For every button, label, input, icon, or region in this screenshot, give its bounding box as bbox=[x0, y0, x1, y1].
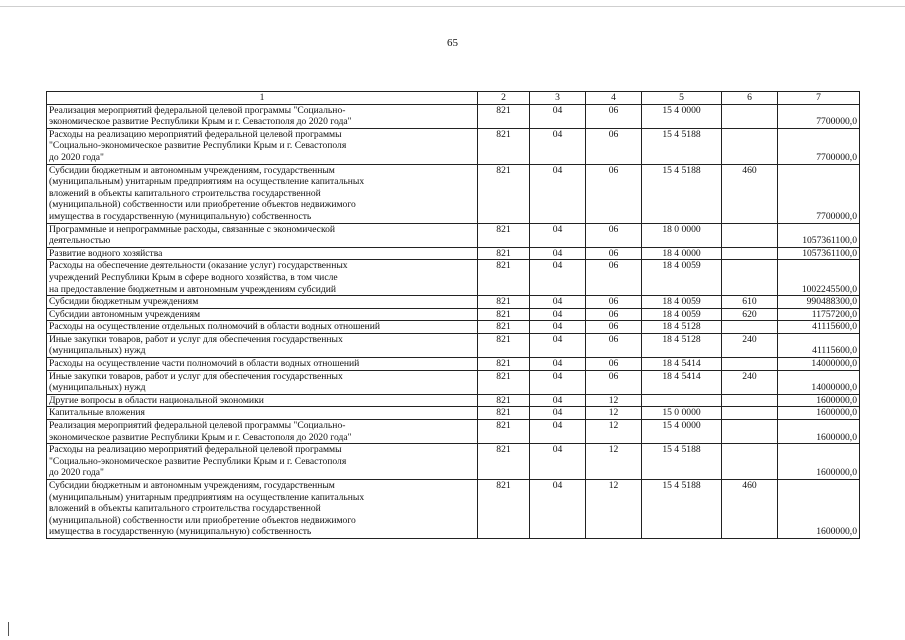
table-row bbox=[47, 260, 860, 296]
row-code-cell: 04 bbox=[530, 247, 586, 260]
row-code-cell bbox=[722, 128, 778, 164]
row-amount-cell: 1600000,0 bbox=[778, 444, 860, 480]
row-code-cell: 18 0 0000 bbox=[642, 223, 722, 247]
row-code-cell: 821 bbox=[478, 128, 530, 164]
row-code-cell: 15 4 5188 bbox=[642, 480, 722, 539]
row-code-cell: 06 bbox=[586, 370, 642, 394]
table-row bbox=[47, 394, 860, 407]
row-amount-cell: 1057361100,0 bbox=[778, 247, 860, 260]
row-code-cell bbox=[722, 394, 778, 407]
row-name-cell: Субсидии бюджетным и автономным учреждениям, государственным (муниципальным) унитарным предприятиям на осуществление капитальных вложений в объекты капитального строительства государственной (муниципальной) собственности или приобретение объектов недвижимого имущества в государственную (муниципальную) собственность bbox=[47, 480, 478, 539]
row-code-cell: 821 bbox=[478, 333, 530, 357]
row-code-cell: 04 bbox=[530, 333, 586, 357]
table-row bbox=[47, 104, 860, 128]
row-code-cell: 18 4 5128 bbox=[642, 333, 722, 357]
column-header: 6 bbox=[722, 92, 778, 105]
row-code-cell: 06 bbox=[586, 358, 642, 371]
table-row bbox=[47, 358, 860, 371]
row-amount-cell: 14000000,0 bbox=[778, 370, 860, 394]
row-name-cell: Расходы на реализацию мероприятий федеральной целевой программы "Социально-экономическое развитие Республики Крым и г. Севастополя до 2020 года" bbox=[47, 128, 478, 164]
row-code-cell: 12 bbox=[586, 444, 642, 480]
row-amount-cell: 41115600,0 bbox=[778, 321, 860, 334]
row-code-cell: 240 bbox=[722, 370, 778, 394]
row-code-cell: 610 bbox=[722, 296, 778, 309]
table-row bbox=[47, 247, 860, 260]
row-code-cell: 04 bbox=[530, 223, 586, 247]
page-number: 65 bbox=[447, 37, 458, 49]
row-amount-cell: 1600000,0 bbox=[778, 480, 860, 539]
column-header: 2 bbox=[478, 92, 530, 105]
table-row bbox=[47, 296, 860, 309]
row-amount-cell: 7700000,0 bbox=[778, 164, 860, 223]
table-row bbox=[47, 480, 860, 539]
row-code-cell: 04 bbox=[530, 480, 586, 539]
row-amount-cell: 1600000,0 bbox=[778, 407, 860, 420]
row-amount-cell: 1002245500,0 bbox=[778, 260, 860, 296]
row-name-cell: Программные и непрограммные расходы, связанные с экономической деятельностью bbox=[47, 223, 478, 247]
row-code-cell: 04 bbox=[530, 296, 586, 309]
row-code-cell: 04 bbox=[530, 444, 586, 480]
row-code-cell: 04 bbox=[530, 308, 586, 321]
row-code-cell: 04 bbox=[530, 321, 586, 334]
table-header-row bbox=[47, 92, 860, 105]
row-code-cell: 15 0 0000 bbox=[642, 407, 722, 420]
row-amount-cell: 14000000,0 bbox=[778, 358, 860, 371]
row-name-cell: Субсидии бюджетным и автономным учреждениям, государственным (муниципальным) унитарным предприятиям на осуществление капитальных вложений в объекты капитального строительства государственной (муниципальной) собственности или приобретение объектов недвижимого имущества в государственную (муниципальную) собственность bbox=[47, 164, 478, 223]
row-code-cell: 04 bbox=[530, 370, 586, 394]
row-amount-cell: 1057361100,0 bbox=[778, 223, 860, 247]
row-code-cell: 12 bbox=[586, 480, 642, 539]
row-code-cell: 821 bbox=[478, 407, 530, 420]
row-code-cell: 821 bbox=[478, 321, 530, 334]
scan-top-edge bbox=[0, 6, 905, 7]
row-code-cell: 821 bbox=[478, 420, 530, 444]
row-code-cell: 821 bbox=[478, 247, 530, 260]
row-amount-cell: 7700000,0 bbox=[778, 128, 860, 164]
row-name-cell: Капитальные вложения bbox=[47, 407, 478, 420]
column-header: 4 bbox=[586, 92, 642, 105]
row-code-cell: 06 bbox=[586, 333, 642, 357]
table-row bbox=[47, 333, 860, 357]
row-amount-cell: 1600000,0 bbox=[778, 394, 860, 407]
row-code-cell: 06 bbox=[586, 321, 642, 334]
row-code-cell: 18 4 0000 bbox=[642, 247, 722, 260]
row-name-cell: Реализация мероприятий федеральной целевой программы "Социально- экономическое развитие Республики Крым и г. Севастополя до 2020 года" bbox=[47, 104, 478, 128]
row-amount-cell: 1600000,0 bbox=[778, 420, 860, 444]
row-code-cell: 04 bbox=[530, 358, 586, 371]
row-code-cell: 18 4 0059 bbox=[642, 296, 722, 309]
row-code-cell: 821 bbox=[478, 480, 530, 539]
row-code-cell: 821 bbox=[478, 370, 530, 394]
row-code-cell: 18 4 0059 bbox=[642, 308, 722, 321]
row-code-cell: 821 bbox=[478, 444, 530, 480]
row-code-cell: 821 bbox=[478, 164, 530, 223]
row-code-cell: 12 bbox=[586, 407, 642, 420]
row-code-cell: 04 bbox=[530, 128, 586, 164]
row-code-cell bbox=[722, 420, 778, 444]
table-row bbox=[47, 164, 860, 223]
row-code-cell: 04 bbox=[530, 104, 586, 128]
row-code-cell: 06 bbox=[586, 247, 642, 260]
row-code-cell bbox=[722, 247, 778, 260]
table-row bbox=[47, 223, 860, 247]
row-code-cell: 06 bbox=[586, 223, 642, 247]
row-code-cell: 06 bbox=[586, 128, 642, 164]
budget-table bbox=[46, 91, 860, 539]
row-amount-cell: 11757200,0 bbox=[778, 308, 860, 321]
row-amount-cell: 990488300,0 bbox=[778, 296, 860, 309]
scan-margin-mark bbox=[8, 622, 9, 636]
row-code-cell: 821 bbox=[478, 223, 530, 247]
row-code-cell: 04 bbox=[530, 420, 586, 444]
column-header: 3 bbox=[530, 92, 586, 105]
row-code-cell: 04 bbox=[530, 407, 586, 420]
row-code-cell: 821 bbox=[478, 308, 530, 321]
row-name-cell: Расходы на обеспечение деятельности (оказание услуг) государственных учреждений Республики Крым в сфере водного хозяйства, в том числе на предоставление бюджетным и автономным учреждениям субсидий bbox=[47, 260, 478, 296]
column-header: 1 bbox=[47, 92, 478, 105]
table-row bbox=[47, 444, 860, 480]
row-code-cell bbox=[722, 260, 778, 296]
row-code-cell: 15 4 5188 bbox=[642, 128, 722, 164]
row-name-cell: Развитие водного хозяйства bbox=[47, 247, 478, 260]
row-amount-cell: 7700000,0 bbox=[778, 104, 860, 128]
row-code-cell bbox=[722, 358, 778, 371]
row-code-cell bbox=[722, 407, 778, 420]
row-code-cell: 06 bbox=[586, 296, 642, 309]
row-code-cell: 18 4 5414 bbox=[642, 370, 722, 394]
table-row bbox=[47, 420, 860, 444]
row-code-cell: 04 bbox=[530, 164, 586, 223]
row-code-cell: 06 bbox=[586, 260, 642, 296]
row-code-cell: 15 4 5188 bbox=[642, 444, 722, 480]
row-code-cell bbox=[722, 444, 778, 480]
row-code-cell: 04 bbox=[530, 260, 586, 296]
row-name-cell: Расходы на осуществление отдельных полномочий в области водных отношений bbox=[47, 321, 478, 334]
table-row bbox=[47, 370, 860, 394]
row-name-cell: Расходы на реализацию мероприятий федеральной целевой программы "Социально-экономическое развитие Республики Крым и г. Севастополя до 2020 года" bbox=[47, 444, 478, 480]
row-code-cell: 15 4 0000 bbox=[642, 104, 722, 128]
column-header: 5 bbox=[642, 92, 722, 105]
row-name-cell: Субсидии бюджетным учреждениям bbox=[47, 296, 478, 309]
row-code-cell bbox=[722, 104, 778, 128]
row-code-cell: 06 bbox=[586, 308, 642, 321]
row-code-cell: 821 bbox=[478, 104, 530, 128]
row-name-cell: Другие вопросы в области национальной экономики bbox=[47, 394, 478, 407]
row-code-cell: 18 4 5128 bbox=[642, 321, 722, 334]
table-row bbox=[47, 128, 860, 164]
row-code-cell bbox=[722, 223, 778, 247]
row-code-cell: 15 4 0000 bbox=[642, 420, 722, 444]
row-code-cell: 460 bbox=[722, 480, 778, 539]
row-code-cell: 821 bbox=[478, 394, 530, 407]
row-code-cell bbox=[642, 394, 722, 407]
column-header: 7 bbox=[778, 92, 860, 105]
row-name-cell: Субсидии автономным учреждениям bbox=[47, 308, 478, 321]
table-row bbox=[47, 321, 860, 334]
row-name-cell: Расходы на осуществление части полномочий в области водных отношений bbox=[47, 358, 478, 371]
row-code-cell: 12 bbox=[586, 394, 642, 407]
row-code-cell: 460 bbox=[722, 164, 778, 223]
row-code-cell: 18 4 5414 bbox=[642, 358, 722, 371]
table-row bbox=[47, 407, 860, 420]
row-code-cell: 240 bbox=[722, 333, 778, 357]
row-name-cell: Иные закупки товаров, работ и услуг для обеспечения государственных (муниципальных) нужд bbox=[47, 333, 478, 357]
row-code-cell: 18 4 0059 bbox=[642, 260, 722, 296]
row-amount-cell: 41115600,0 bbox=[778, 333, 860, 357]
row-code-cell: 15 4 5188 bbox=[642, 164, 722, 223]
row-code-cell bbox=[722, 321, 778, 334]
table-row bbox=[47, 308, 860, 321]
row-code-cell: 821 bbox=[478, 296, 530, 309]
row-code-cell: 06 bbox=[586, 164, 642, 223]
row-name-cell: Реализация мероприятий федеральной целевой программы "Социально- экономическое развитие Республики Крым и г. Севастополя до 2020 года" bbox=[47, 420, 478, 444]
row-code-cell: 821 bbox=[478, 358, 530, 371]
row-name-cell: Иные закупки товаров, работ и услуг для обеспечения государственных (муниципальных) нужд bbox=[47, 370, 478, 394]
row-code-cell: 12 bbox=[586, 420, 642, 444]
row-code-cell: 821 bbox=[478, 260, 530, 296]
row-code-cell: 04 bbox=[530, 394, 586, 407]
row-code-cell: 620 bbox=[722, 308, 778, 321]
row-code-cell: 06 bbox=[586, 104, 642, 128]
